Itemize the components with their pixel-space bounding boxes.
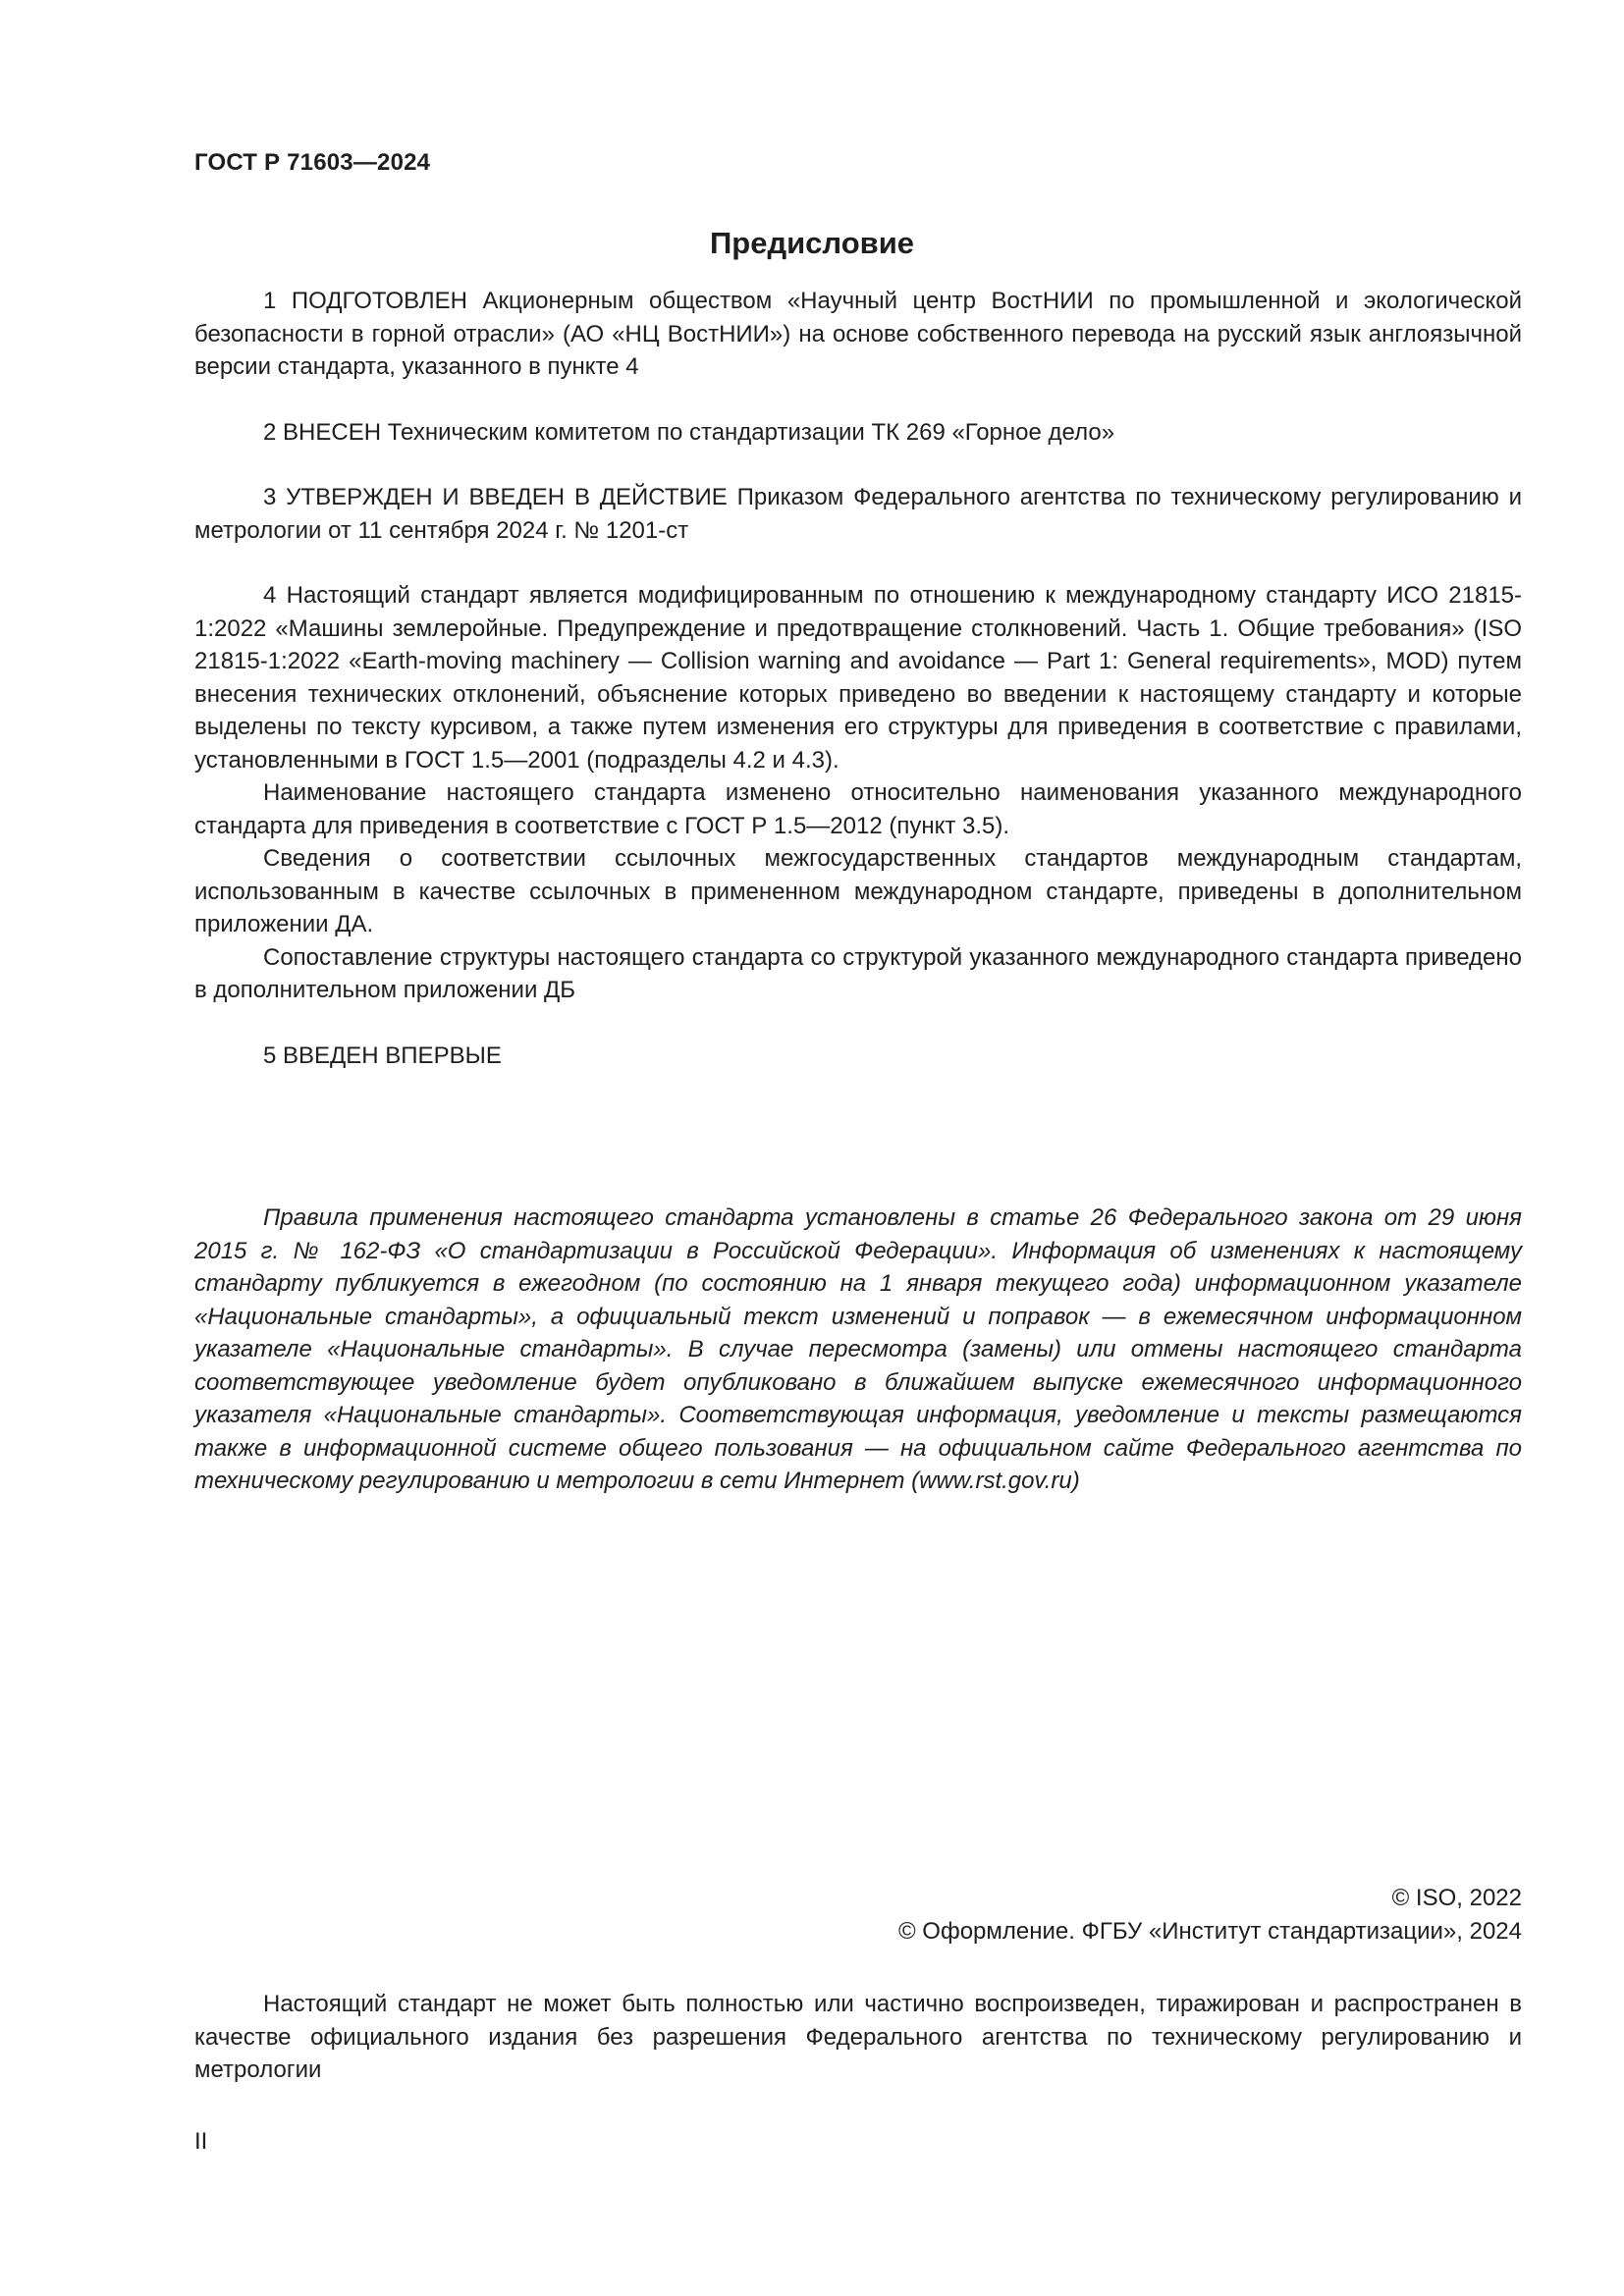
paragraph-4-naming: Наименование настоящего стандарта изменено относительно наименования указанного международного стандарта для приведения в соответствие с ГОСТ Р 1.5—2012 (пункт 3.5). [194, 779, 1522, 839]
paragraph-1: 1 ПОДГОТОВЛЕН Акционерным обществом «Научный центр ВостНИИ по промышленной и экологической безопасности в горной отрасли» (АО «НЦ ВостНИИ») на основе собственного перевода на русский язык англоязычной версии стандарта, указанного в пункте 4 [194, 288, 1522, 380]
paragraph-4-structure: Сопоставление структуры настоящего стандарта со структурой указанного международного стандарта приведено в дополнительном приложении ДБ [194, 943, 1522, 1003]
foreword-body [194, 285, 1522, 1072]
reproduction-notice: Настоящий стандарт не может быть полностью или частично воспроизведен, тиражирован и распространен в качестве официального издания без разрешения Федерального агентства по техническому регулированию и метрологии [194, 1991, 1522, 2083]
copyright-block [898, 1882, 1522, 1948]
design-copyright: © Оформление. ФГБУ «Институт стандартизации», 2024 [897, 1917, 1522, 1945]
application-rules-notice: Правила применения настоящего стандарта установлены в статье 26 Федерального закона от 29 июня 2015 г. № 162-ФЗ «О стандартизации в Российской Федерации». Информация об изменениях к настоящему стандарту публикуется в ежегодном (по состоянию на 1 января текущего года) информационном указателе «Национальные стандарты», а официальный текст изменений и поправок — в ежемесячном информационном указателе «Национальные стандарты». В случае пересмотра (замены) или отмены настоящего стандарта соответствующее уведомление будет опубликовано в ближайшем выпуске ежемесячного информационного указателя «Национальные стандарты». Соответствующая информация, уведомление и тексты размещаются также в информационной системе общего пользования — на официальном сайте Федерального агентства по техническому регулированию и метрологии в сети Интернет (www.rst.gov.ru) [194, 1204, 1522, 1494]
document-code: ГОСТ Р 71603—2024 [194, 149, 431, 176]
paragraph-2: 2 ВНЕСЕН Техническим комитетом по стандартизации ТК 269 «Горное дело» [263, 418, 1115, 446]
paragraph-4: 4 Настоящий стандарт является модифицированным по отношению к международному стандарту ИСО 21815-1:2022 «Машины землеройные. Предупреждение и предотвращение столкновений. Часть 1. Общие требования» (ISO 21815-1:2022 «Earth-moving machinery — Collision warning and avoidance — Part 1: General requirements», MOD) путем внесения технических отклонений, объяснение которых приведено во введении к настоящему стандарту и которые выделены по тексту курсивом, а также путем изменения его структуры для приведения в соответствие с правилами, установленными в ГОСТ 1.5—2001 (подразделы 4.2 и 4.3). [194, 582, 1522, 774]
page-number: II [194, 2128, 208, 2155]
iso-copyright: © ISO, 2022 [1391, 1885, 1522, 1911]
paragraph-3: 3 УТВЕРЖДЕН И ВВЕДЕН В ДЕЙСТВИЕ Приказом Федерального агентства по техническому регулированию и метрологии от 11 сентября 2024 г. № 1201-ст [194, 484, 1522, 544]
paragraph-4-references: Сведения о соответствии ссылочных межгосударственных стандартов международным стандартам, использованным в качестве ссылочных в примененном международном стандарте, приведены в дополнительном приложении ДА. [194, 845, 1522, 937]
page-title: Предисловие [709, 226, 914, 260]
paragraph-5: 5 ВВЕДЕН ВПЕРВЫЕ [263, 1041, 502, 1069]
